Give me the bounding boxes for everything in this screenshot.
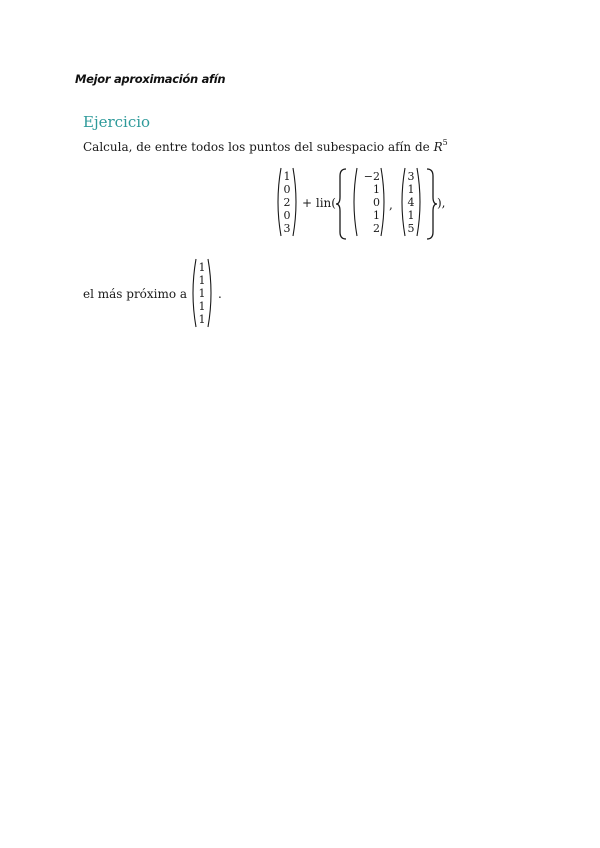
point-entry: 1 bbox=[283, 169, 291, 183]
generator-1-entry: 1 bbox=[373, 208, 380, 222]
generator-1-entry: 1 bbox=[373, 182, 380, 196]
generator-2-vector bbox=[398, 167, 424, 237]
generator-2-entry: 5 bbox=[407, 221, 415, 235]
closing-text: el más próximo a bbox=[83, 287, 188, 301]
space-symbol: R bbox=[433, 140, 443, 154]
page-heading: Mejor aproximación afín bbox=[75, 72, 226, 86]
prompt-text: Calcula, de entre todos los puntos del subespacio afín de bbox=[83, 140, 430, 154]
right-paren bbox=[207, 258, 215, 328]
generator-2-entry: 4 bbox=[407, 195, 415, 209]
generator-1-entries bbox=[358, 170, 380, 235]
left-paren bbox=[189, 258, 197, 328]
plus-lin: + lin( bbox=[302, 196, 336, 210]
closing-paren: ), bbox=[437, 196, 446, 210]
generator-1-vector bbox=[350, 167, 388, 237]
point-entry: 2 bbox=[283, 195, 291, 209]
generator-2-entry: 1 bbox=[407, 182, 415, 196]
generator-2-entry: 1 bbox=[407, 208, 415, 222]
generator-1-entry: 0 bbox=[373, 195, 380, 209]
target-entry: 1 bbox=[198, 273, 206, 287]
exercise-title: Ejercicio bbox=[83, 113, 151, 131]
generator-2-entries bbox=[406, 170, 416, 235]
separator-comma: , bbox=[389, 198, 393, 212]
right-paren bbox=[416, 167, 424, 237]
space-exponent: 5 bbox=[442, 138, 448, 147]
left-paren bbox=[350, 167, 358, 237]
point-vector bbox=[274, 167, 300, 237]
right-paren bbox=[292, 167, 300, 237]
generator-1-entry: 2 bbox=[373, 221, 380, 235]
final-period: . bbox=[218, 287, 222, 301]
left-paren bbox=[398, 167, 406, 237]
point-entry: 3 bbox=[283, 221, 291, 235]
generator-1-entry: −2 bbox=[363, 169, 380, 183]
target-entry: 1 bbox=[198, 299, 206, 313]
target-entry: 1 bbox=[198, 286, 206, 300]
target-vector bbox=[189, 258, 215, 328]
exercise-prompt bbox=[83, 139, 448, 154]
target-entry: 1 bbox=[198, 260, 206, 274]
left-brace bbox=[335, 168, 347, 240]
left-paren bbox=[274, 167, 282, 237]
target-entries bbox=[197, 261, 207, 326]
point-entry: 0 bbox=[283, 208, 291, 222]
target-entry: 1 bbox=[198, 312, 206, 326]
point-entry: 0 bbox=[283, 182, 291, 196]
right-paren bbox=[380, 167, 388, 237]
point-entries bbox=[282, 170, 292, 235]
generator-2-entry: 3 bbox=[407, 169, 415, 183]
